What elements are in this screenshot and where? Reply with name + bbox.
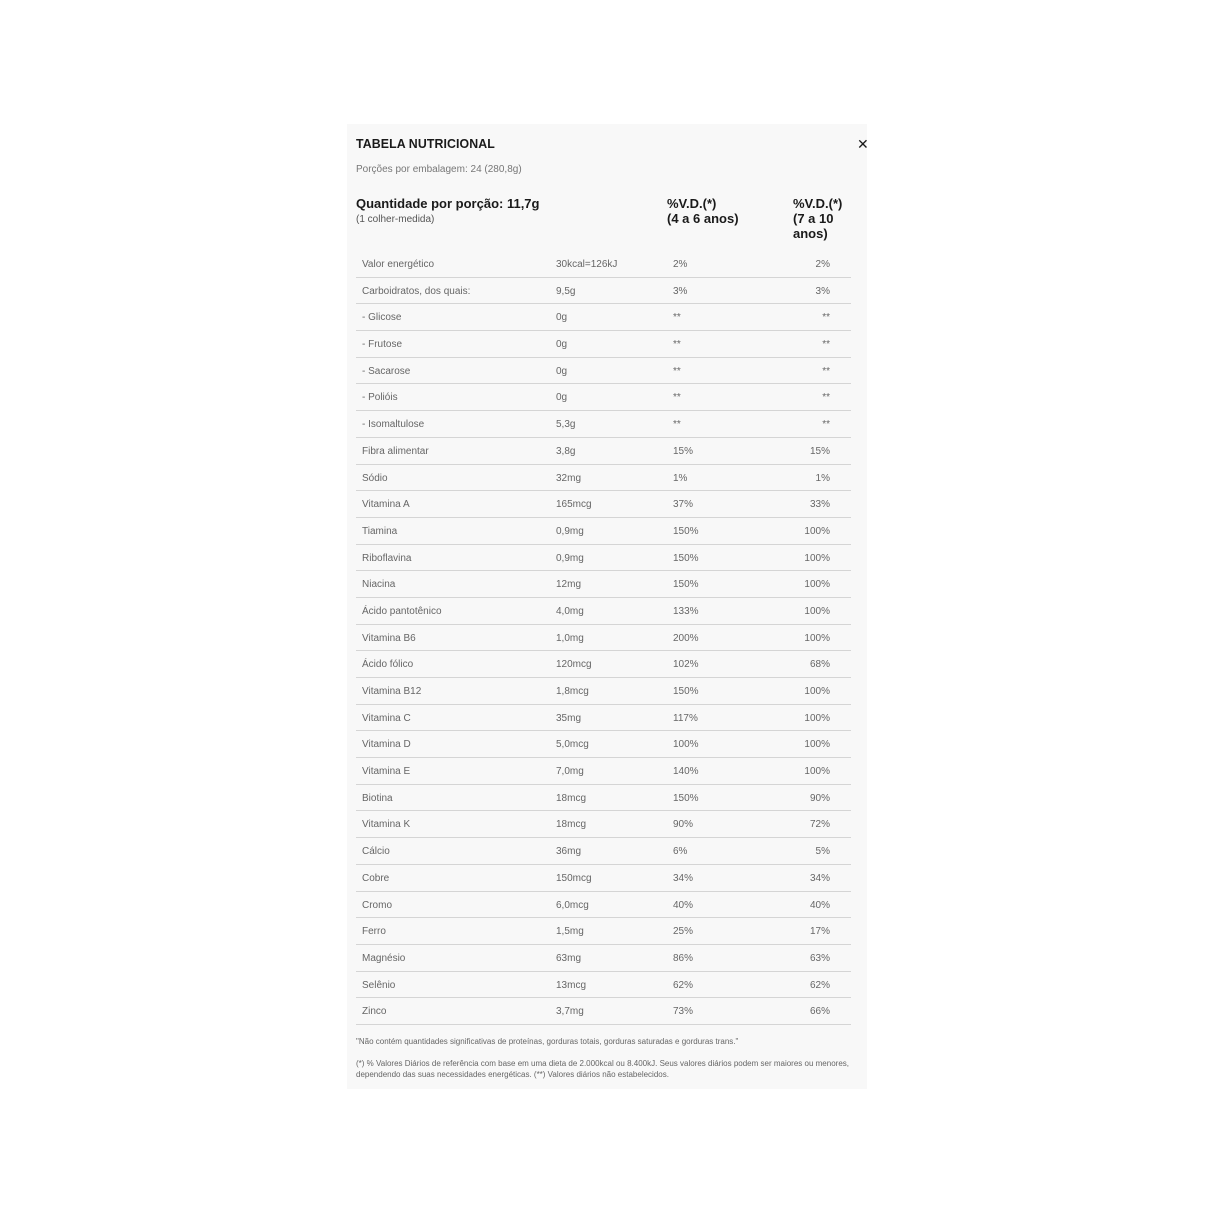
nutrient-quantity: 13mcg <box>556 979 587 991</box>
vd-4-6-value: 200% <box>673 632 699 644</box>
vd-7-10-header <box>793 196 863 241</box>
nutrient-name: Vitamina D <box>362 739 411 751</box>
nutrient-name: Biotina <box>362 792 393 804</box>
nutrient-quantity: 0g <box>556 392 568 404</box>
vd-4-6-value: 102% <box>673 659 699 671</box>
vd-4-6-value: 37% <box>673 499 694 511</box>
table-row <box>356 358 851 385</box>
table-row <box>356 785 851 812</box>
nutrient-quantity: 0,9mg <box>556 552 584 564</box>
table-row <box>356 438 851 465</box>
table-row <box>356 251 851 278</box>
vd-7-10-value: 100% <box>804 552 830 564</box>
table-row <box>356 811 851 838</box>
nutrient-quantity: 120mcg <box>556 659 592 671</box>
nutrient-quantity: 18mcg <box>556 819 587 831</box>
vd-7-10-value: ** <box>822 312 830 324</box>
vd-7-10-value: 15% <box>809 445 830 457</box>
nutrient-name: Fibra alimentar <box>362 445 429 457</box>
vd-4-6-value: ** <box>673 419 681 431</box>
nutrient-quantity: 7,0mg <box>556 766 584 778</box>
table-row <box>356 678 851 705</box>
vd-4-6-value: 15% <box>673 445 694 457</box>
nutrient-quantity: 4,0mg <box>556 605 584 617</box>
vd-4-6-value: 25% <box>673 926 694 938</box>
nutrient-quantity: 5,0mcg <box>556 739 589 751</box>
nutrient-name: Sódio <box>362 472 388 484</box>
vd-4-6-value: 133% <box>673 605 699 617</box>
vd-7-10-value: 40% <box>809 899 830 911</box>
nutrient-name: - Sacarose <box>362 365 411 377</box>
vd-7-10-header-line3: anos) <box>793 226 828 241</box>
vd-7-10-value: 63% <box>809 952 830 964</box>
vd-7-10-value: 100% <box>804 766 830 778</box>
vd-7-10-value: 100% <box>804 579 830 591</box>
nutrient-quantity: 165mcg <box>556 499 592 511</box>
vd-7-10-value: 33% <box>809 499 830 511</box>
vd-7-10-value: 66% <box>809 1006 830 1018</box>
nutrient-quantity: 1,0mg <box>556 632 584 644</box>
vd-4-6-value: 86% <box>673 952 694 964</box>
table-row <box>356 331 851 358</box>
table-row <box>356 411 851 438</box>
vd-4-6-value: 150% <box>673 579 699 591</box>
table-row <box>356 278 851 305</box>
table-row <box>356 625 851 652</box>
vd-4-6-value: 40% <box>673 899 694 911</box>
vd-7-10-value: ** <box>822 419 830 431</box>
vd-4-6-value: ** <box>673 312 681 324</box>
table-row <box>356 972 851 999</box>
nutrient-name: Tiamina <box>362 525 398 537</box>
table-row <box>356 705 851 732</box>
nutrition-panel <box>347 124 867 1089</box>
vd-4-6-value: ** <box>673 365 681 377</box>
quantity-header: Quantidade por porção: 11,7g <box>356 196 540 211</box>
vd-4-6-value: 150% <box>673 552 699 564</box>
nutrient-name: Vitamina K <box>362 819 411 831</box>
vd-7-10-value: 62% <box>809 979 830 991</box>
vd-7-10-header-line1: %V.D.(*) <box>793 196 843 211</box>
table-row <box>356 571 851 598</box>
vd-4-6-value: 62% <box>673 979 694 991</box>
vd-4-6-value: 34% <box>673 872 694 884</box>
table-row <box>356 918 851 945</box>
vd-4-6-value: 140% <box>673 766 699 778</box>
vd-7-10-value: ** <box>822 365 830 377</box>
vd-4-6-value: 100% <box>673 739 699 751</box>
table-row <box>356 838 851 865</box>
table-row <box>356 545 851 572</box>
nutrient-quantity: 3,7mg <box>556 1006 584 1018</box>
vd-7-10-value: 72% <box>809 819 830 831</box>
nutrient-name: - Glicose <box>362 312 402 324</box>
vd-7-10-value: 100% <box>804 686 830 697</box>
nutrient-name: Cromo <box>362 899 393 911</box>
nutrient-name: Niacina <box>362 579 396 591</box>
nutrient-name: Zinco <box>362 1006 387 1018</box>
vd-4-6-value: 73% <box>673 1006 694 1018</box>
panel-title: TABELA NUTRICIONAL <box>356 136 495 151</box>
portions-text: Porções por embalagem: 24 (280,8g) <box>356 164 522 175</box>
vd-4-6-value: 90% <box>673 819 694 831</box>
vd-4-6-value: 150% <box>673 792 699 804</box>
table-row <box>356 491 851 518</box>
nutrient-quantity: 0,9mg <box>556 525 584 537</box>
nutrient-quantity: 5,3g <box>556 419 576 431</box>
nutrient-name: Vitamina E <box>362 766 411 778</box>
vd-7-10-value: 100% <box>804 632 830 644</box>
nutrient-quantity: 150mcg <box>556 872 592 884</box>
vd-4-6-value: ** <box>673 339 681 351</box>
table-row <box>356 384 851 411</box>
nutrient-quantity: 9,5g <box>556 285 576 297</box>
vd-4-6-value: 150% <box>673 525 699 537</box>
nutrient-quantity: 0g <box>556 312 568 324</box>
table-row <box>356 731 851 758</box>
footnote-daily-values: (*) % Valores Diários de referência com base em uma dieta de 2.000kcal ou 8.400kJ. Seus valores diários podem ser maiores ou menores, dependendo das suas necessidades energéticas. (**) Valores diários não estabelecidos. <box>356 1059 849 1079</box>
nutrient-name: Magnésio <box>362 952 406 964</box>
vd-7-10-value: 90% <box>809 792 830 804</box>
table-row <box>356 598 851 625</box>
nutrient-quantity: 6,0mcg <box>556 899 589 911</box>
table-row <box>356 651 851 678</box>
vd-4-6-value: 6% <box>673 846 688 858</box>
nutrient-quantity: 18mcg <box>556 792 587 804</box>
vd-7-10-value: 100% <box>804 739 830 751</box>
vd-4-6-value: 1% <box>673 472 688 484</box>
nutrient-name: - Polióis <box>362 392 398 404</box>
nutrient-name: - Isomaltulose <box>362 419 425 431</box>
table-row <box>356 758 851 785</box>
table-row <box>356 518 851 545</box>
nutrient-quantity: 1,5mg <box>556 926 584 938</box>
table-row <box>356 892 851 919</box>
nutrient-quantity: 63mg <box>556 952 582 964</box>
nutrient-quantity: 30kcal=126kJ <box>556 259 618 270</box>
vd-4-6-value: 150% <box>673 686 699 697</box>
nutrition-table <box>356 251 851 1025</box>
vd-7-10-value: ** <box>822 339 830 351</box>
nutrient-name: Selênio <box>362 979 396 991</box>
nutrient-name: Vitamina B12 <box>362 686 422 697</box>
vd-4-6-value: 117% <box>673 712 698 724</box>
vd-4-6-header-line2: (4 a 6 anos) <box>667 211 739 226</box>
nutrient-name: - Frutose <box>362 339 403 351</box>
vd-4-6-header <box>667 196 777 226</box>
close-icon[interactable]: ✕ <box>857 136 869 152</box>
footnote-not-significant: "Não contém quantidades significativas de proteínas, gorduras totais, gorduras saturadas e gorduras trans." <box>356 1037 739 1046</box>
nutrient-quantity: 3,8g <box>556 445 576 457</box>
vd-4-6-value: ** <box>673 392 681 404</box>
nutrient-name: Cálcio <box>362 846 390 858</box>
nutrient-quantity: 0g <box>556 365 568 377</box>
nutrient-name: Vitamina C <box>362 712 411 724</box>
nutrient-quantity: 0g <box>556 339 568 351</box>
table-row <box>356 304 851 331</box>
quantity-subheader: (1 colher-medida) <box>356 214 435 225</box>
table-row <box>356 865 851 892</box>
nutrient-name: Ácido fólico <box>362 659 414 671</box>
vd-7-10-value: ** <box>822 392 830 404</box>
table-row <box>356 945 851 972</box>
nutrient-name: Ácido pantotênico <box>362 605 442 617</box>
vd-7-10-value: 34% <box>809 872 830 884</box>
nutrient-name: Valor energético <box>362 259 435 270</box>
vd-7-10-value: 100% <box>804 605 830 617</box>
vd-7-10-value: 100% <box>804 525 830 537</box>
nutrient-quantity: 36mg <box>556 846 582 858</box>
vd-7-10-value: 100% <box>804 712 830 724</box>
vd-7-10-value: 2% <box>815 259 830 270</box>
nutrient-quantity: 35mg <box>556 712 582 724</box>
table-row <box>356 465 851 492</box>
vd-7-10-value: 1% <box>815 472 830 484</box>
table-row <box>356 998 851 1025</box>
nutrient-name: Vitamina A <box>362 499 410 511</box>
nutrient-quantity: 32mg <box>556 472 582 484</box>
nutrient-name: Cobre <box>362 872 390 884</box>
vd-7-10-value: 68% <box>809 659 830 671</box>
vd-7-10-value: 3% <box>815 285 830 297</box>
nutrient-quantity: 1,8mcg <box>556 686 589 697</box>
nutrient-name: Ferro <box>362 926 386 938</box>
vd-7-10-header-line2: (7 a 10 <box>793 211 834 226</box>
nutrient-name: Carboidratos, dos quais: <box>362 285 471 297</box>
vd-7-10-value: 17% <box>809 926 830 938</box>
vd-4-6-header-line1: %V.D.(*) <box>667 196 717 211</box>
vd-7-10-value: 5% <box>815 846 830 858</box>
nutrient-name: Riboflavina <box>362 552 412 564</box>
nutrient-name: Vitamina B6 <box>362 632 416 644</box>
vd-4-6-value: 2% <box>673 259 688 270</box>
nutrient-quantity: 12mg <box>556 579 582 591</box>
vd-4-6-value: 3% <box>673 285 688 297</box>
